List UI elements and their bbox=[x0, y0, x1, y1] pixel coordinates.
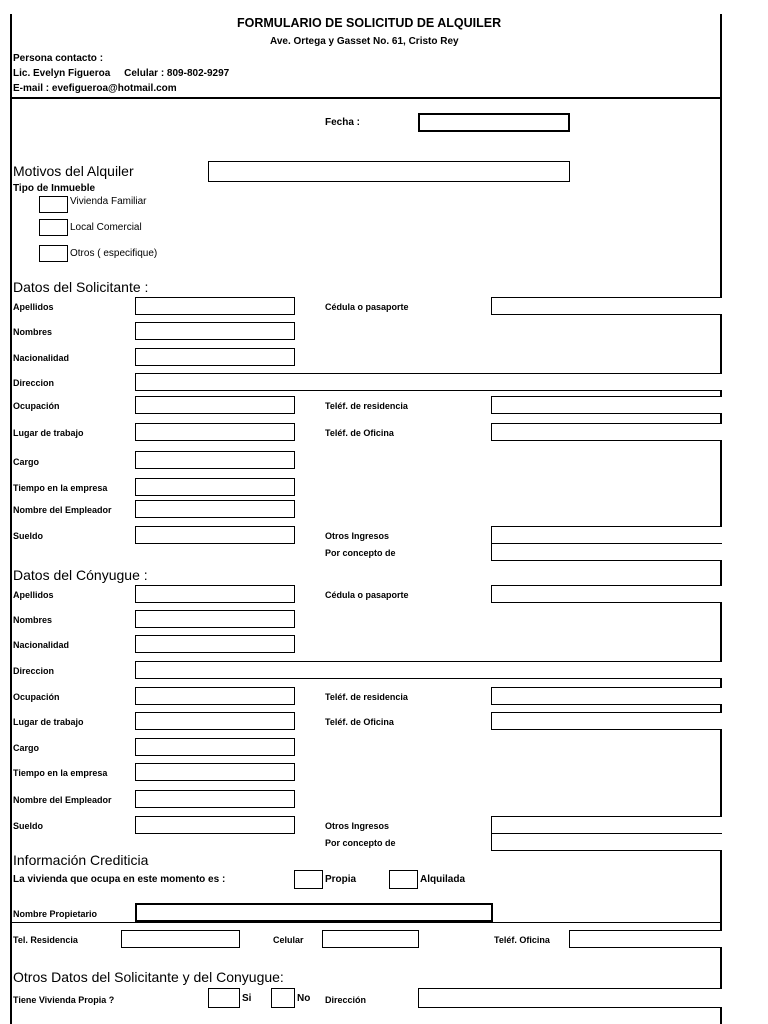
celular-input[interactable] bbox=[322, 930, 419, 948]
sol-empleador-label: Nombre del Empleador bbox=[13, 505, 112, 515]
motivos-input[interactable] bbox=[208, 161, 570, 182]
no-label: No bbox=[297, 993, 311, 1004]
con-direccion-label: Direccion bbox=[13, 666, 55, 676]
con-cargo-label: Cargo bbox=[13, 743, 40, 753]
con-cedula-label: Cédula o pasaporte bbox=[325, 590, 409, 600]
con-tel-residencia-label: Teléf. de residencia bbox=[325, 692, 408, 702]
sol-cargo-label: Cargo bbox=[13, 457, 40, 467]
con-ocupacion-input[interactable] bbox=[135, 687, 295, 705]
solicitante-title: Datos del Solicitante : bbox=[13, 279, 149, 295]
sol-ocupacion-label: Ocupación bbox=[13, 401, 60, 411]
con-direccion-input[interactable] bbox=[135, 661, 722, 679]
sol-direccion-input[interactable] bbox=[135, 373, 722, 391]
no-checkbox[interactable] bbox=[271, 988, 295, 1008]
tel-oficina-input[interactable] bbox=[569, 930, 722, 948]
celular-label: Celular bbox=[273, 935, 304, 945]
con-tiempo-label: Tiempo en la empresa bbox=[13, 768, 108, 778]
sol-lugar-trabajo-label: Lugar de trabajo bbox=[13, 428, 84, 438]
con-por-concepto-label: Por concepto de bbox=[325, 838, 396, 848]
vivienda-familiar-checkbox[interactable] bbox=[39, 196, 68, 213]
local-comercial-checkbox[interactable] bbox=[39, 219, 68, 236]
nombre-propietario-label: Nombre Propietario bbox=[13, 909, 98, 919]
con-sueldo-input[interactable] bbox=[135, 816, 295, 834]
con-tiempo-input[interactable] bbox=[135, 763, 295, 781]
header-divider bbox=[10, 97, 722, 99]
vivienda-familiar-label: Vivienda Familiar bbox=[70, 196, 147, 207]
sol-nombres-label: Nombres bbox=[13, 327, 53, 337]
con-sueldo-label: Sueldo bbox=[13, 821, 44, 831]
sol-sueldo-input[interactable] bbox=[135, 526, 295, 544]
sol-cedula-input[interactable] bbox=[491, 297, 722, 315]
nombre-propietario-input[interactable] bbox=[135, 903, 493, 922]
tipo-inmueble-label: Tipo de Inmueble bbox=[13, 183, 96, 194]
tel-residencia-input[interactable] bbox=[121, 930, 240, 948]
left-border bbox=[10, 14, 12, 1024]
con-nacionalidad-label: Nacionalidad bbox=[13, 640, 70, 650]
con-apellidos-input[interactable] bbox=[135, 585, 295, 603]
alquilada-checkbox[interactable] bbox=[389, 870, 418, 889]
otros-label: Otros ( especifique) bbox=[70, 248, 158, 259]
contact-label: Persona contacto : bbox=[13, 53, 104, 64]
otros-checkbox[interactable] bbox=[39, 245, 68, 262]
con-tel-oficina-label: Teléf. de Oficina bbox=[325, 717, 394, 727]
local-comercial-label: Local Comercial bbox=[70, 222, 142, 233]
con-empleador-label: Nombre del Empleador bbox=[13, 795, 112, 805]
sol-nacionalidad-label: Nacionalidad bbox=[13, 353, 70, 363]
sol-por-concepto-label: Por concepto de bbox=[325, 548, 396, 558]
con-cedula-input[interactable] bbox=[491, 585, 722, 603]
otros-direccion-label: Dirección bbox=[325, 995, 367, 1005]
sol-otros-ingresos-label: Otros Ingresos bbox=[325, 531, 390, 541]
sol-nacionalidad-input[interactable] bbox=[135, 348, 295, 366]
vivienda-ocupa-label: La vivienda que ocupa en este momento es : bbox=[13, 874, 226, 885]
sol-tel-oficina-input[interactable] bbox=[491, 423, 722, 441]
con-nombres-label: Nombres bbox=[13, 615, 53, 625]
sol-tiempo-input[interactable] bbox=[135, 478, 295, 496]
form-title: FORMULARIO DE SOLICITUD DE ALQUILER bbox=[237, 16, 502, 30]
sol-direccion-label: Direccion bbox=[13, 378, 55, 388]
con-otros-ingresos-input[interactable] bbox=[491, 816, 722, 834]
sol-tel-oficina-label: Teléf. de Oficina bbox=[325, 428, 394, 438]
tel-residencia-label: Tel. Residencia bbox=[13, 935, 78, 945]
sol-cedula-label: Cédula o pasaporte bbox=[325, 302, 409, 312]
sol-sueldo-label: Sueldo bbox=[13, 531, 44, 541]
con-nacionalidad-input[interactable] bbox=[135, 635, 295, 653]
sol-lugar-trabajo-input[interactable] bbox=[135, 423, 295, 441]
sol-tel-residencia-input[interactable] bbox=[491, 396, 722, 414]
email-line: E-mail : evefigueroa@hotmail.com bbox=[13, 83, 177, 94]
si-label: Si bbox=[242, 993, 252, 1004]
otros-title: Otros Datos del Solicitante y del Conyugue: bbox=[13, 969, 284, 985]
sol-por-concepto-input[interactable] bbox=[491, 543, 722, 561]
sol-empleador-input[interactable] bbox=[135, 500, 295, 518]
right-border bbox=[720, 14, 722, 1024]
sol-nombres-input[interactable] bbox=[135, 322, 295, 340]
con-cargo-input[interactable] bbox=[135, 738, 295, 756]
con-lugar-trabajo-label: Lugar de trabajo bbox=[13, 717, 84, 727]
con-empleador-input[interactable] bbox=[135, 790, 295, 808]
con-nombres-input[interactable] bbox=[135, 610, 295, 628]
con-ocupacion-label: Ocupación bbox=[13, 692, 60, 702]
conyugue-title: Datos del Cónyugue : bbox=[13, 567, 148, 583]
sol-otros-ingresos-input[interactable] bbox=[491, 526, 722, 544]
sol-apellidos-input[interactable] bbox=[135, 297, 295, 315]
sol-ocupacion-input[interactable] bbox=[135, 396, 295, 414]
con-apellidos-label: Apellidos bbox=[13, 590, 54, 600]
sol-tel-residencia-label: Teléf. de residencia bbox=[325, 401, 408, 411]
sol-cargo-input[interactable] bbox=[135, 451, 295, 469]
tel-oficina-label: Teléf. Oficina bbox=[494, 935, 550, 945]
alquilada-label: Alquilada bbox=[420, 874, 466, 885]
si-checkbox[interactable] bbox=[208, 988, 240, 1008]
con-otros-ingresos-label: Otros Ingresos bbox=[325, 821, 390, 831]
con-lugar-trabajo-input[interactable] bbox=[135, 712, 295, 730]
con-tel-oficina-input[interactable] bbox=[491, 712, 722, 730]
credito-title: Información Crediticia bbox=[13, 852, 149, 868]
con-por-concepto-input[interactable] bbox=[491, 833, 722, 851]
con-tel-residencia-input[interactable] bbox=[491, 687, 722, 705]
propietario-divider bbox=[10, 922, 722, 923]
otros-direccion-input[interactable] bbox=[418, 988, 722, 1008]
propia-checkbox[interactable] bbox=[294, 870, 323, 889]
vivienda-propia-label: Tiene Vivienda Propia ? bbox=[13, 995, 115, 1005]
sol-tiempo-label: Tiempo en la empresa bbox=[13, 483, 108, 493]
propia-label: Propia bbox=[325, 874, 357, 885]
fecha-label: Fecha : bbox=[325, 117, 361, 128]
motivos-title: Motivos del Alquiler bbox=[13, 163, 134, 179]
contact-line: Lic. Evelyn Figueroa Celular : 809-802-9297 bbox=[13, 68, 230, 79]
form-address: Ave. Ortega y Gasset No. 61, Cristo Rey bbox=[270, 36, 459, 47]
sol-apellidos-label: Apellidos bbox=[13, 302, 54, 312]
fecha-input[interactable] bbox=[418, 113, 570, 132]
